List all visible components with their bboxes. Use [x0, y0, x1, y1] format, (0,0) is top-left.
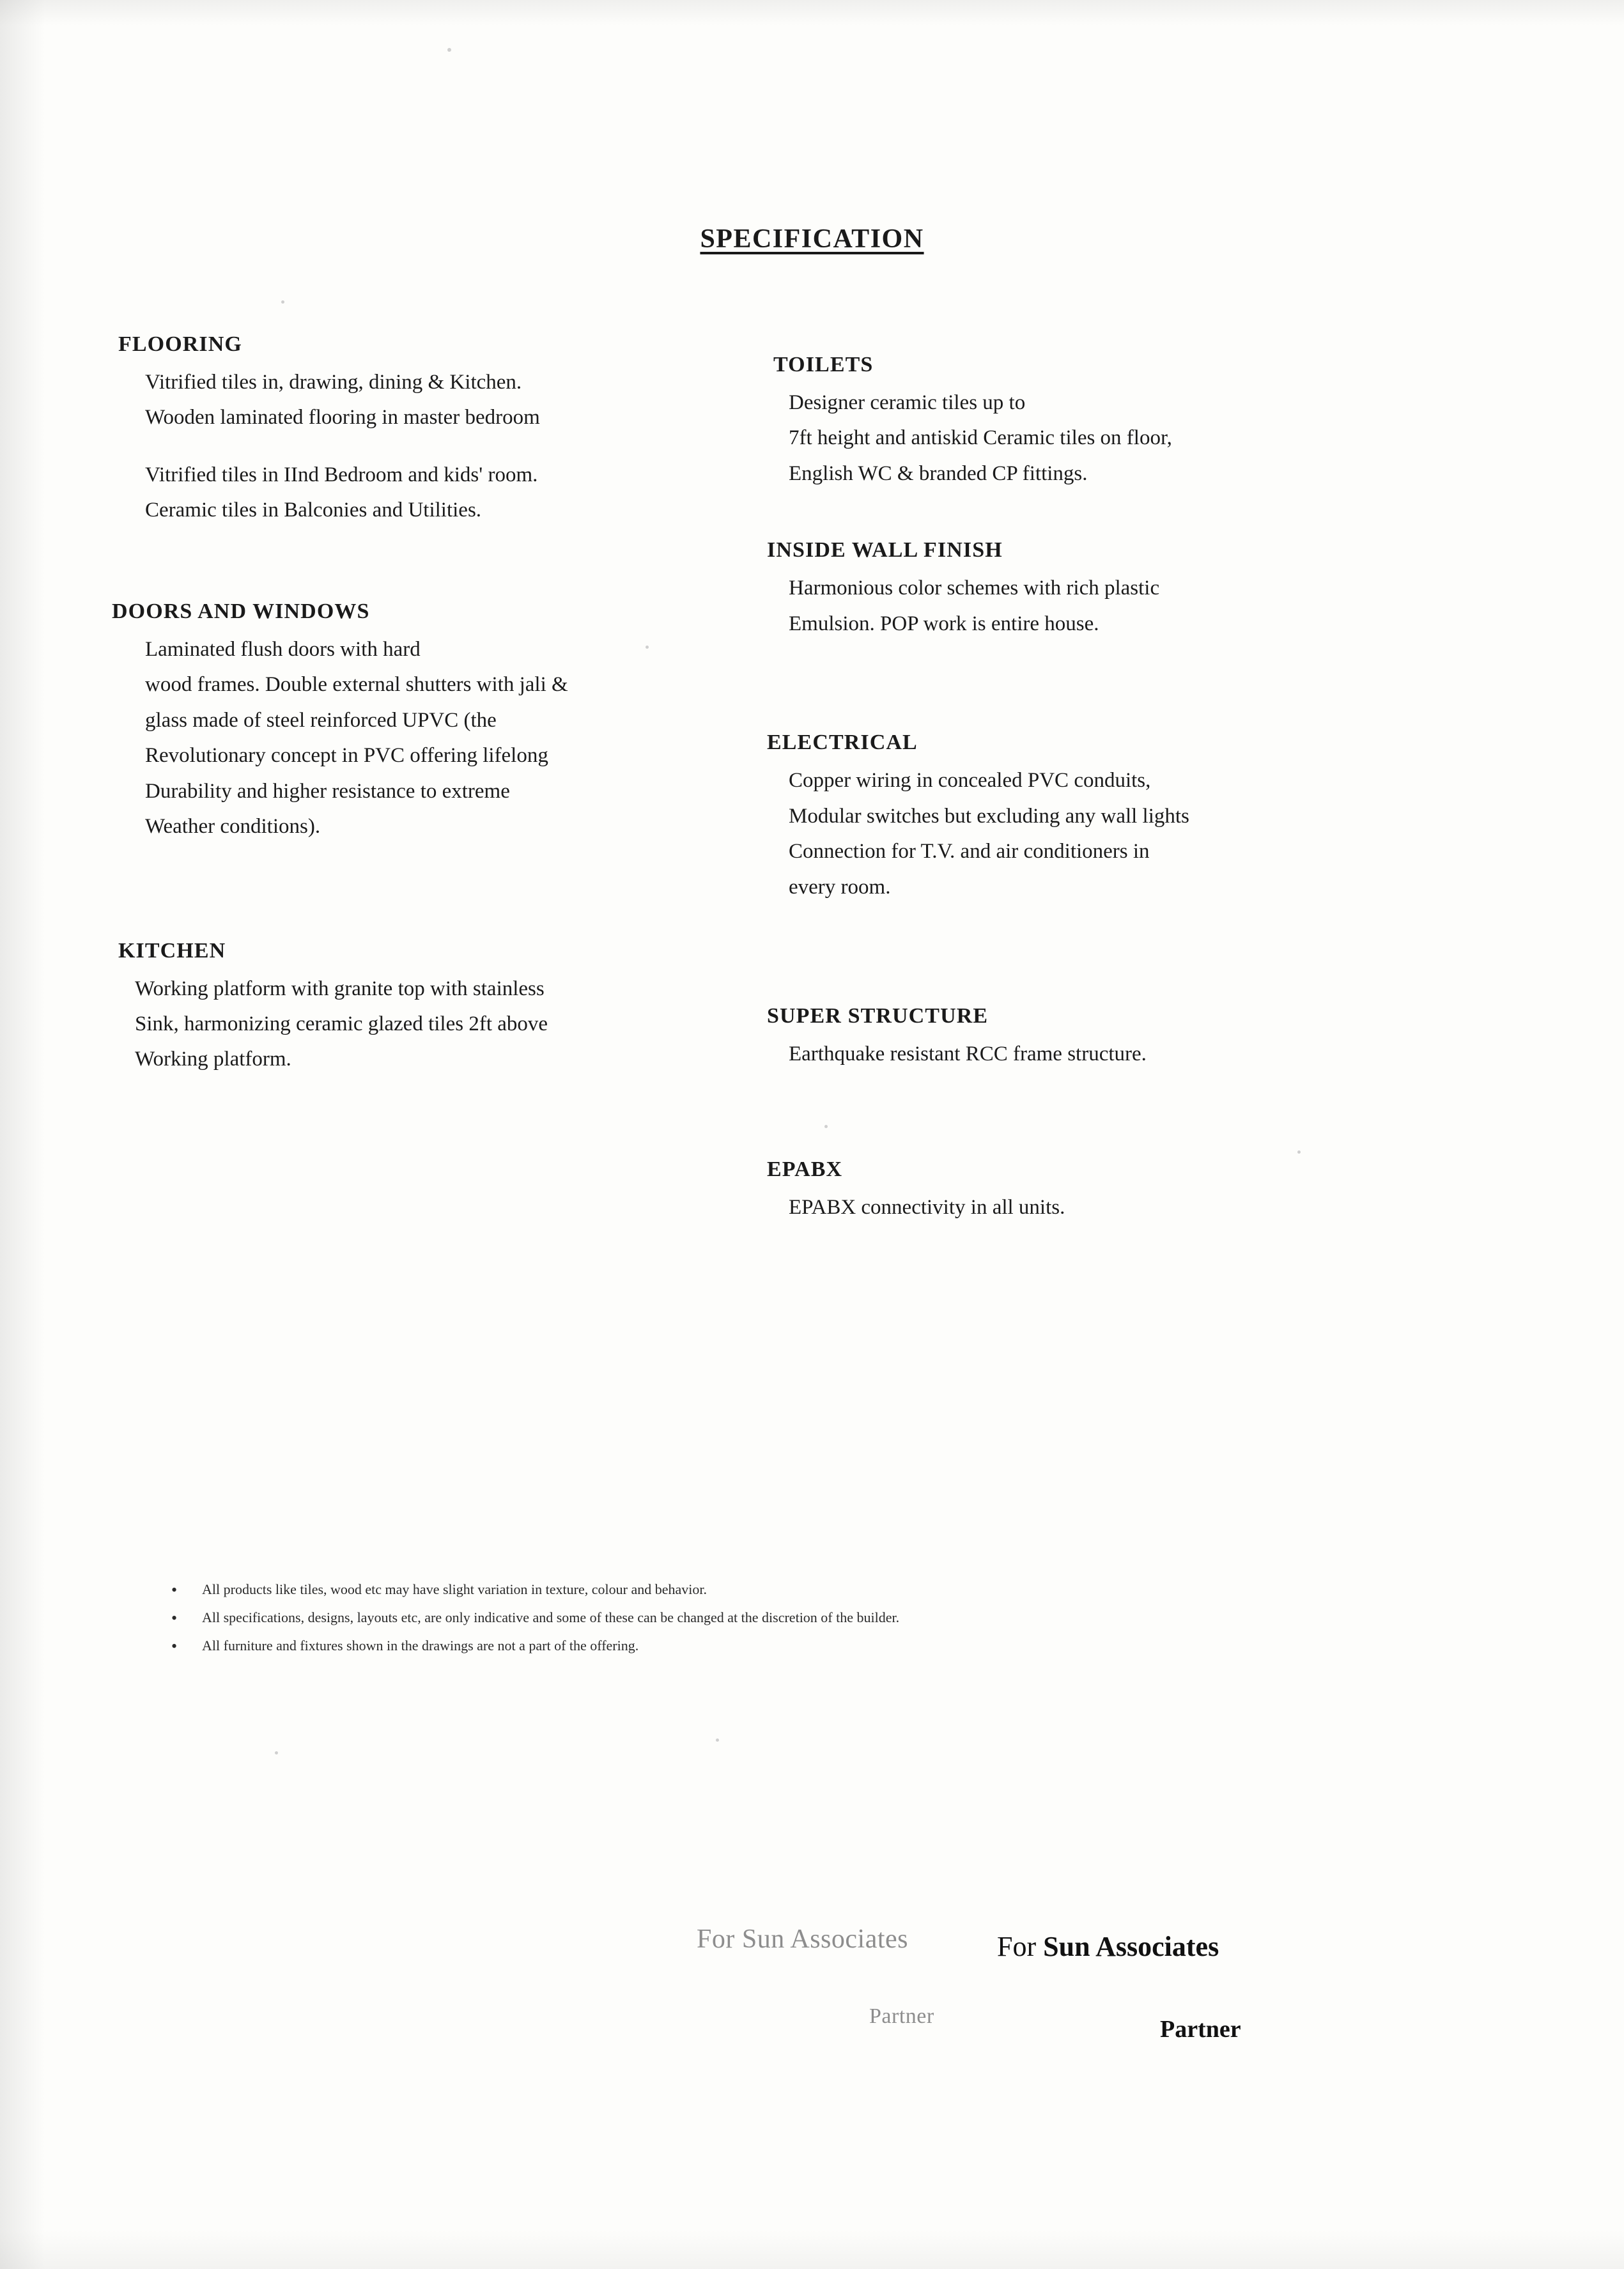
list-item: • All specifications, designs, layouts etc, are only indicative and some of these can be changed at the discretion of the builder. [159, 1607, 1373, 1629]
body-line: 7ft height and antiskid Ceramic tiles on floor, [789, 426, 1172, 450]
section-body-super-structure [767, 1037, 1483, 1071]
section-super-structure [767, 1004, 1483, 1071]
section-body-epabx [767, 1191, 1483, 1225]
body-line: glass made of steel reinforced UPVC (the [145, 708, 497, 732]
list-item: • All products like tiles, wood etc may have slight variation in texture, colour and behavior. [159, 1579, 1373, 1600]
section-heading-electrical: ELECTRICAL [767, 731, 918, 755]
right-column [767, 332, 1483, 1225]
body-line: Vitrified tiles in IInd Bedroom and kids' room. [145, 463, 538, 486]
body-line: Harmonious color schemes with rich plastic [789, 577, 1160, 600]
list-item: • All furniture and fixtures shown in the drawings are not a part of the offering. [159, 1635, 1373, 1657]
body-line: Durability and higher resistance to extreme [145, 779, 510, 803]
body-line: Weather conditions). [145, 815, 321, 839]
section-body-kitchen [118, 972, 783, 1077]
section-heading-kitchen: KITCHEN [118, 938, 226, 963]
body-line: English WC & branded CP fittings. [789, 461, 1088, 485]
body-line: Revolutionary concept in PVC offering lifelong [145, 744, 548, 768]
section-heading-epabx: EPABX [767, 1157, 843, 1181]
section-doors-and-windows [112, 599, 783, 844]
body-line: wood frames. Double external shutters with jali & [145, 673, 568, 697]
body-line: Modular switches but excluding any wall lights [789, 804, 1189, 828]
body-line: every room. [789, 875, 891, 899]
section-body-toilets [767, 386, 1483, 491]
section-flooring [118, 332, 783, 528]
signature-company-name: Sun Associates [1043, 1931, 1219, 1962]
body-line: Sink, harmonizing ceramic glazed tiles 2ft above [135, 1012, 548, 1035]
notes-block [159, 1579, 1373, 1663]
page-title: SPECIFICATION [700, 224, 924, 254]
scan-edge-shading-top [0, 0, 1624, 26]
section-heading-doors-and-windows: DOORS AND WINDOWS [112, 599, 370, 623]
section-inside-wall-finish [767, 538, 1483, 641]
body-line: Working platform with granite top with stainless [135, 977, 545, 1000]
scan-edge-shading-left [0, 0, 45, 2269]
section-body-flooring [118, 366, 783, 528]
section-electrical [767, 731, 1483, 904]
body-line: Wooden laminated flooring in master bedroom [145, 406, 540, 430]
signature-company-faded: For Sun Associates [697, 1924, 909, 1954]
body-line: Laminated flush doors with hard [145, 637, 421, 661]
body-line: Earthquake resistant RCC frame structure. [789, 1042, 1147, 1066]
left-column [112, 332, 783, 1077]
section-body-inside-wall-finish [767, 571, 1483, 641]
scan-speck [275, 1751, 278, 1754]
section-epabx [767, 1158, 1483, 1225]
paragraph-spacer [145, 435, 783, 458]
signature-stamp-faded [697, 1924, 934, 2029]
section-heading-flooring: FLOORING [118, 332, 242, 356]
body-line: EPABX connectivity in all units. [789, 1195, 1065, 1219]
notes-list [159, 1579, 1373, 1657]
signature-company-dark [997, 1930, 1241, 1963]
scan-speck [281, 300, 284, 304]
scan-speck [716, 1739, 719, 1742]
body-line: Connection for T.V. and air conditioners in [789, 840, 1150, 863]
signature-prefix: For [997, 1931, 1044, 1962]
body-line: Ceramic tiles in Balconies and Utilities. [145, 499, 482, 522]
body-line: Working platform. [135, 1048, 291, 1071]
scan-edge-shading-bottom [0, 2231, 1624, 2269]
section-heading-inside-wall-finish: INSIDE WALL FINISH [767, 538, 1003, 562]
signature-role-dark: Partner [1160, 2016, 1241, 2043]
body-line: Emulsion. POP work is entire house. [789, 612, 1099, 635]
section-toilets [767, 353, 1483, 491]
section-heading-super-structure: SUPER STRUCTURE [767, 1004, 989, 1028]
signature-role-faded: Partner [869, 2004, 934, 2028]
signature-stamp-dark [997, 1930, 1241, 2043]
section-body-doors-and-windows [118, 633, 783, 844]
body-line: Designer ceramic tiles up to [789, 391, 1026, 414]
body-line: Copper wiring in concealed PVC conduits, [789, 769, 1151, 793]
section-heading-toilets: TOILETS [773, 353, 874, 376]
section-body-electrical [767, 764, 1483, 904]
scan-speck [447, 48, 451, 52]
body-line: Vitrified tiles in, drawing, dining & Kitchen. [145, 371, 522, 394]
section-kitchen [118, 939, 783, 1077]
